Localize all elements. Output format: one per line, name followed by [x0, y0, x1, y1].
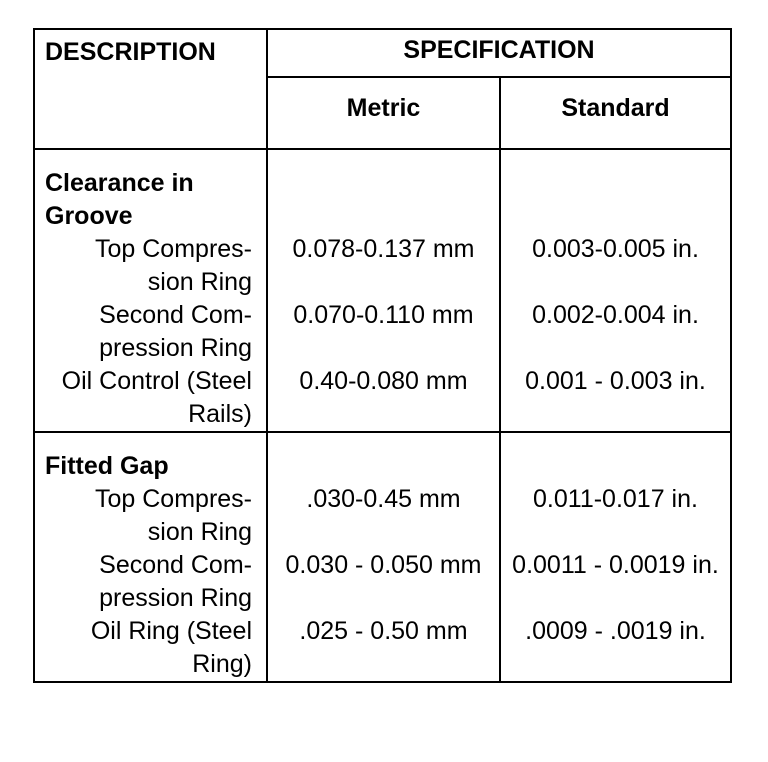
row-standard: 0.0011 - 0.0019 in. — [500, 549, 731, 615]
table-row — [34, 233, 731, 299]
row-standard: .0009 - .0019 in. — [500, 615, 731, 682]
row-metric: 0.070-0.110 mm — [267, 299, 500, 365]
row-description: Oil Ring (Steel Ring) — [34, 615, 267, 682]
table-row — [34, 549, 731, 615]
empty-cell — [500, 149, 731, 233]
specification-header: SPECIFICATION — [267, 29, 731, 77]
standard-header: Standard — [500, 77, 731, 149]
row-standard: 0.001 - 0.003 in. — [500, 365, 731, 432]
row-metric: .030-0.45 mm — [267, 483, 500, 549]
header-row — [34, 29, 731, 77]
row-standard: 0.011-0.017 in. — [500, 483, 731, 549]
table-row — [34, 299, 731, 365]
row-description: Top Compres- sion Ring — [34, 233, 267, 299]
row-standard: 0.002-0.004 in. — [500, 299, 731, 365]
table-row — [34, 615, 731, 682]
row-metric: 0.030 - 0.050 mm — [267, 549, 500, 615]
group-header-row — [34, 149, 731, 233]
group-title: Fitted Gap — [34, 432, 267, 483]
group-title: Clearance in Groove — [34, 149, 267, 233]
row-description: Top Compres- sion Ring — [34, 483, 267, 549]
metric-header: Metric — [267, 77, 500, 149]
row-metric: 0.078-0.137 mm — [267, 233, 500, 299]
empty-cell — [500, 432, 731, 483]
row-standard: 0.003-0.005 in. — [500, 233, 731, 299]
table-row — [34, 483, 731, 549]
description-header: DESCRIPTION — [34, 29, 267, 149]
table-row — [34, 365, 731, 432]
row-description: Second Com- pression Ring — [34, 549, 267, 615]
row-metric: .025 - 0.50 mm — [267, 615, 500, 682]
spec-table — [33, 28, 732, 683]
row-description: Oil Control (Steel Rails) — [34, 365, 267, 432]
empty-cell — [267, 149, 500, 233]
row-metric: 0.40-0.080 mm — [267, 365, 500, 432]
empty-cell — [267, 432, 500, 483]
row-description: Second Com- pression Ring — [34, 299, 267, 365]
group-header-row — [34, 432, 731, 483]
